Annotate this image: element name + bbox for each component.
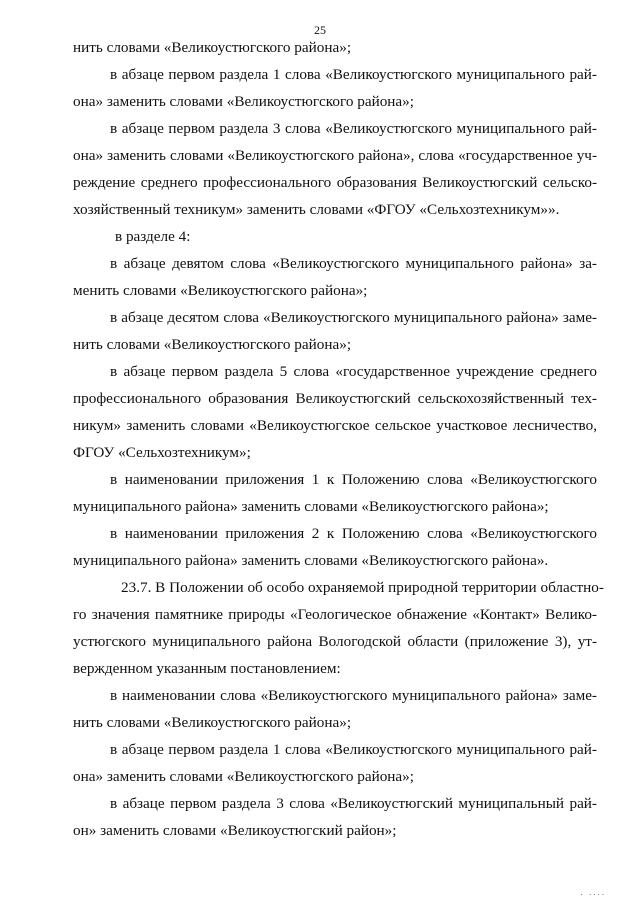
text-line: в абзаце первом раздела 3 слова «Великоустюгский муниципальный рай- — [110, 795, 597, 812]
text-line: муниципального района» заменить словами «Великоустюгского района». — [73, 552, 549, 569]
text-line: вержденном указанным постановлением: — [73, 660, 341, 677]
text-line: в абзаце девятом слова «Великоустюгского муниципального района» за- — [110, 255, 597, 272]
text-line: он» заменить словами «Великоустюгский район»; — [73, 822, 397, 839]
text-line: профессионального образования Великоустюгский сельскохозяйственный тех- — [73, 390, 597, 407]
text-line: никум» заменить словами «Великоустюгское сельское участковое лесничество, — [73, 417, 597, 434]
text-line: хозяйственный техникум» заменить словами «ФГОУ «Сельхозтехникум»». — [73, 201, 560, 218]
text-line: нить словами «Великоустюгского района»; — [73, 39, 352, 56]
text-line: она» заменить словами «Великоустюгского района»; — [73, 93, 414, 110]
text-line: в наименовании слова «Великоустюгского муниципального района» заме- — [110, 687, 597, 704]
text-line: нить словами «Великоустюгского района»; — [73, 714, 352, 731]
text-line: она» заменить словами «Великоустюгского района», слова «государственное уч- — [73, 147, 597, 164]
scan-marks: . .... — [580, 887, 606, 897]
text-line: в абзаце десятом слова «Великоустюгского муниципального района» заме- — [110, 309, 597, 326]
text-line: в разделе 4: — [115, 228, 191, 245]
text-line: устюгского муниципального района Вологодской области (приложение 3), ут- — [73, 633, 597, 650]
text-line: в абзаце первом раздела 1 слова «Великоустюгского муниципального рай- — [110, 66, 597, 83]
text-line: 23.7. В Положении об особо охраняемой природной территории областно- — [121, 579, 604, 596]
page-number: 25 — [314, 23, 326, 37]
text-line: в наименовании приложения 1 к Положению слова «Великоустюгского — [110, 471, 597, 488]
text-line: в абзаце первом раздела 3 слова «Великоустюгского муниципального рай- — [110, 120, 597, 137]
text-line: реждение среднего профессионального образования Великоустюгский сельско- — [73, 174, 597, 191]
text-line: го значения памятнике природы «Геологическое обнажение «Контакт» Велико- — [73, 606, 597, 623]
text-line: нить словами «Великоустюгского района»; — [73, 336, 352, 353]
text-line: в абзаце первом раздела 5 слова «государственное учреждение среднего — [110, 363, 597, 380]
text-line: муниципального района» заменить словами «Великоустюгского района»; — [73, 498, 549, 515]
text-line: она» заменить словами «Великоустюгского района»; — [73, 768, 414, 785]
text-line: ФГОУ «Сельхозтехникум»; — [73, 444, 251, 461]
text-line: менить словами «Великоустюгского района»; — [73, 282, 368, 299]
text-line: в наименовании приложения 2 к Положению слова «Великоустюгского — [110, 525, 597, 542]
text-line: в абзаце первом раздела 1 слова «Великоустюгского муниципального рай- — [110, 741, 597, 758]
